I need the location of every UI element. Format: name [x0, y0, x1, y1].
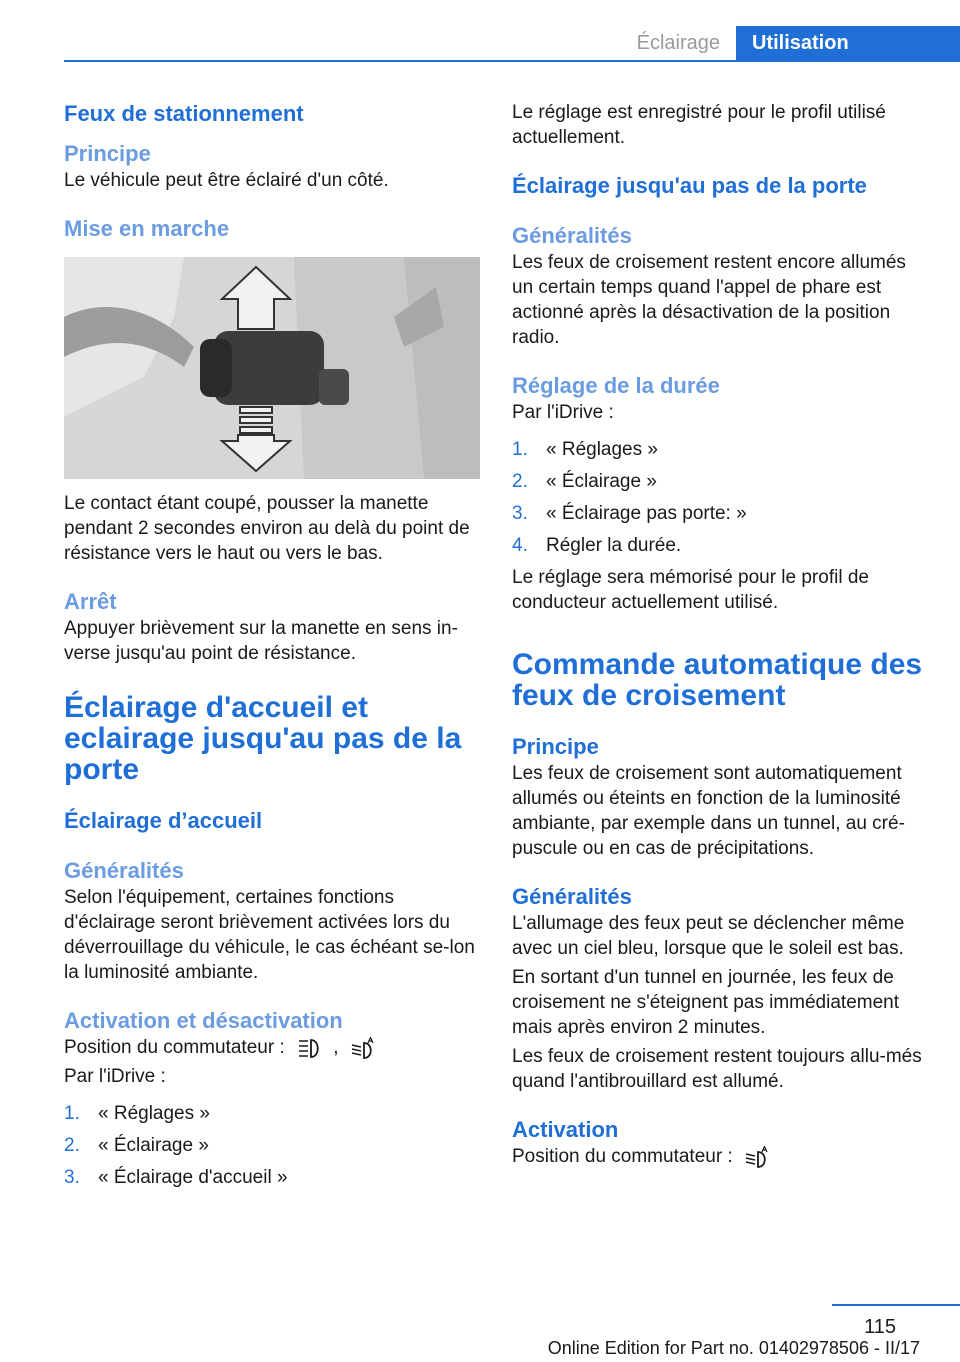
heading-generalites-left: Généralités — [64, 858, 184, 883]
heading-generalites-right: Généralités — [512, 223, 632, 248]
switch-position-label: Position du commutateur : — [512, 1146, 733, 1167]
heading-reglage-duree: Réglage de la durée — [512, 373, 720, 398]
auto-low-beam-switch-icon — [744, 1146, 770, 1168]
footer-rule — [832, 1304, 960, 1306]
header-section: Éclairage — [636, 32, 720, 54]
list-item: 2. « Éclairage » — [512, 471, 657, 492]
heading-activation: Activation — [512, 1117, 619, 1142]
switch-position-label: Position du commutateur : — [64, 1037, 285, 1058]
heading-generalites-auto: Généralités — [512, 884, 632, 909]
text-principe-right: Les feux de croisement sont automatiquement allumés ou éteints en fonction de la luminosité ambiante, par exemple dans un tunnel, au cré‐puscule ou en cas de précipitations. — [512, 763, 905, 859]
list-item: 3. « Éclairage pas porte: » — [512, 503, 747, 524]
heading-welcome-lighting: Éclairage d'accueil et eclairage jusqu'au pas de la porte — [64, 691, 462, 786]
turn-stalk-illustration — [64, 257, 480, 479]
text-profil: Le réglage est enregistré pour le profil utilisé actuellement. — [512, 102, 886, 148]
list-item: 1. « Réglages » — [64, 1103, 210, 1124]
list-item: 4. Régler la durée. — [512, 535, 682, 556]
steps-list-right — [512, 437, 928, 558]
heading-parking-lights: Feux de stationnement — [64, 101, 304, 126]
heading-principe: Principe — [64, 141, 151, 166]
text-generalites-right: Les feux de croisement restent encore allumés un certain temps quand l'appel de phare est actionné après la désactivation de la position radio. — [512, 252, 906, 348]
right-column — [512, 100, 928, 1169]
page-header — [64, 26, 960, 62]
text-gen2: En sortant d'un tunnel en journée, les feux de croisement ne s'éteignent pas immédiatement mais après environ 2 minutes. — [512, 967, 899, 1038]
text-idrive-left: Par l'iDrive : — [64, 1066, 166, 1087]
parking-light-switch-icon — [296, 1037, 322, 1059]
heading-auto-low-beam: Commande automatique des feux de croisement — [512, 648, 923, 712]
text-generalites-left: Selon l'équipement, certaines fonctions d'éclairage seront brièvement activées lors du déverrouillage du véhicule, le cas échéant se‐lon la luminosité ambiante. — [64, 887, 475, 983]
list-item: 3. « Éclairage d'accueil » — [64, 1167, 288, 1188]
heading-activation-desactivation: Activation et désactivation — [64, 1008, 343, 1033]
text-gen3: Les feux de croisement restent toujours allu‐més quand l'antibrouillard est allumé. — [512, 1046, 922, 1092]
text-switch-position-right — [512, 1144, 928, 1169]
text-idrive-right: Par l'iDrive : — [512, 402, 614, 423]
page-number: 115 — [864, 1316, 896, 1338]
list-item: 1. « Réglages » — [512, 439, 658, 460]
left-column — [64, 100, 480, 1197]
steps-list-left — [64, 1101, 480, 1190]
auto-low-beam-switch-icon — [350, 1037, 376, 1059]
text-arret: Appuyer brièvement sur la manette en sens in‐verse jusqu'au point de résistance. — [64, 618, 458, 664]
text-mise-en-marche: Le contact étant coupé, pousser la manette pendant 2 secondes environ au delà du point de résistance vers le haut ou vers le bas. — [64, 493, 470, 564]
text-gen1: L'allumage des feux peut se déclencher même avec un ciel bleu, lorsque que le soleil est bas. — [512, 913, 905, 959]
edition-footer: Online Edition for Part no. 01402978506 - II/17 — [547, 1338, 920, 1358]
text-memorise: Le réglage sera mémorisé pour le profil de conducteur actuellement utilisé. — [512, 567, 869, 613]
heading-mise-en-marche: Mise en marche — [64, 216, 230, 241]
stalk-figure — [64, 257, 480, 479]
heading-eclairage-accueil: Éclairage d’accueil — [64, 808, 263, 833]
switch-separator: , — [333, 1037, 339, 1058]
heading-eclairage-porte: Éclairage jusqu'au pas de la porte — [512, 173, 867, 198]
text-principe: Le véhicule peut être éclairé d'un côté. — [64, 170, 389, 191]
heading-arret: Arrêt — [64, 589, 117, 614]
text-switch-position-left — [64, 1035, 480, 1060]
header-chapter: Utilisation — [736, 26, 960, 60]
heading-principe-right: Principe — [512, 734, 599, 759]
list-item: 2. « Éclairage » — [64, 1135, 209, 1156]
